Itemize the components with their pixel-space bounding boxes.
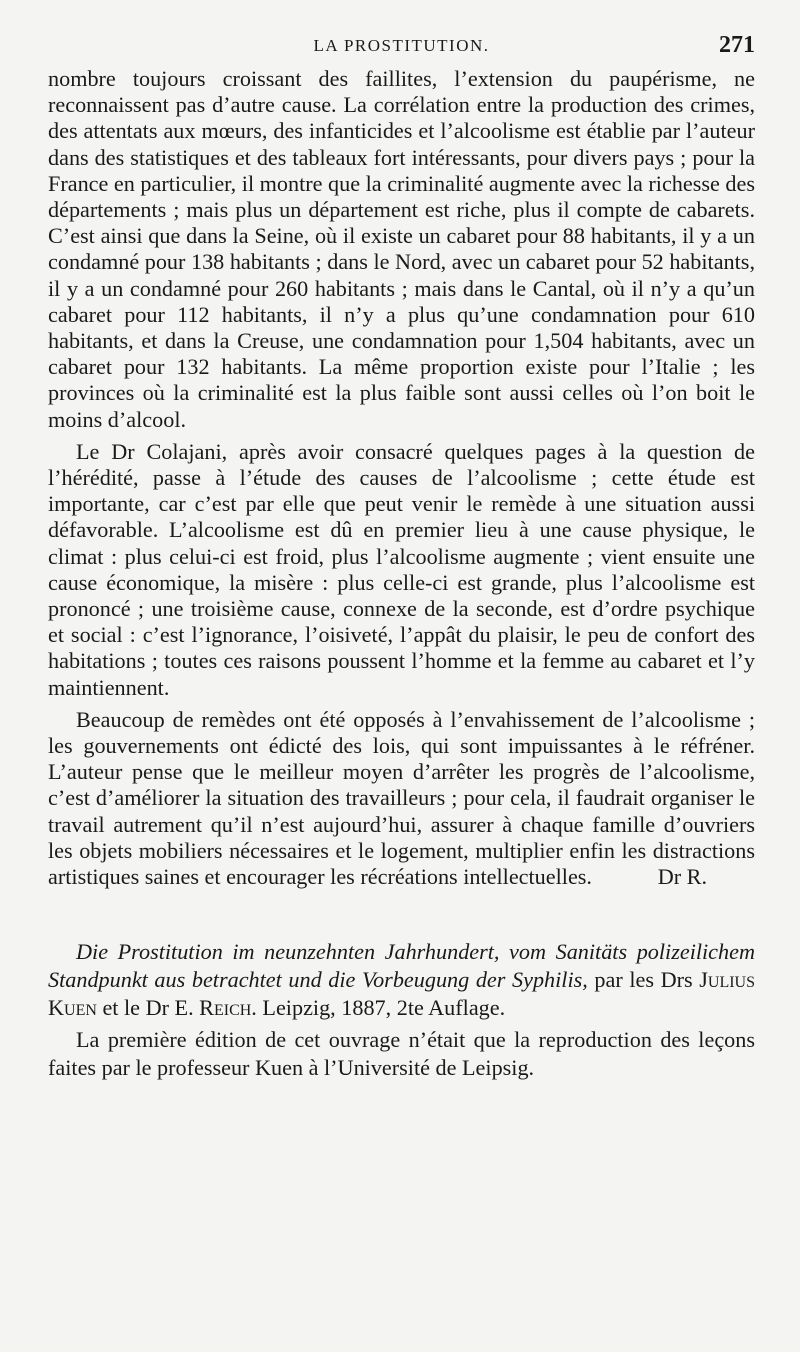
book-title: Die Prostitution im neunzehnten Jahrhundert, vom Sanitäts polizeilichem Standpunkt aus betrachtet und die Vorbeugung der Syphilis, (48, 939, 755, 993)
author-kuen: Julius Kuen (48, 967, 756, 1021)
authors-connector: et le Dr (102, 995, 169, 1021)
body-text (48, 66, 755, 890)
paragraph-remedies: Beaucoup de remèdes ont été opposés à l’envahissement de l’alcoolisme ; les gouvernements ont édicté des lois, qui sont impuissantes à le réfréner. L’auteur pense que le meilleur moyen d’arrêter les progrès de l’alcoolisme, c’est d’améliorer la situation des travailleurs ; pour cela, il faudrait organiser le travail autrement qu’il n’est aujourd’hui, assurer à chaque famille d’ouvriers les objets mobiliers nécessaires et le logement, multiplier enfin les distractions artistiques saines et encourager les récréations intellectuelles. (48, 706, 755, 890)
running-title: LA PROSTITUTION. (313, 36, 490, 55)
author-reich: E. Reich. (174, 995, 257, 1021)
paragraph-continuation: nombre toujours croissant des faillites, l’extension du paupérisme, ne reconnaissent pas d’autre cause. La corrélation entre la production des crimes, des attentats aux mœurs, des infanticides et l’alcoolisme est établie par l’auteur dans des statistiques et des tableaux fort intéressants, pour divers pays ; pour la France en particulier, il montre que la criminalité augmente avec la richesse des départements ; mais plus un département est riche, plus il compte de cabarets. C’est ainsi que dans la Seine, où il existe un cabaret pour 88 habitants, il y a un condamné pour 138 habitants ; dans le Nord, avec un cabaret pour 52 habitants, il y a un condamné pour 260 habitants ; mais dans le Cantal, où il n’y a qu’un cabaret pour 112 habitants, il n’y a plus qu’une condamnation pour 610 habitants, et dans la Creuse, une condamnation pour 1,504 habitants, avec un cabaret pour 132 habitants. La même proportion existe pour l’Italie ; les provinces où la criminalité est la plus faible sont aussi celles où l’on boit le moins d’alcool. (48, 66, 755, 432)
document-page (48, 32, 756, 1082)
bibliographic-entry (48, 938, 755, 1022)
section-gap (48, 890, 755, 938)
running-header (48, 32, 755, 66)
paragraph-colajani-causes: Le Dr Colajani, après avoir consacré quelques pages à la question de l’hérédité, passe à l’étude des causes de l’alcoolisme ; cette étude est importante, car c’est par elle que peut venir le remède à une situation aussi défavorable. L’alcoolisme est dû en premier lieu à une cause physique, le climat : plus celui-ci est froid, plus l’alcoolisme augmente ; vient ensuite une cause économique, la misère : plus celle-ci est grande, plus l’alcoolisme est prononcé ; une troisième cause, connexe de la seconde, est d’ordre psychique et social : c’est l’ignorance, l’oisiveté, l’appât du plaisir, le peu de confort des habitations ; toutes ces raisons poussent l’homme et la femme au cabaret et l’y maintiennent. (48, 438, 755, 700)
review-signature: Dr R. (657, 864, 707, 890)
authors-prefix: par les Drs (594, 967, 693, 993)
page-number: 271 (719, 32, 755, 58)
publication-info: Leipzig, 1887, 2te Auflage. (262, 995, 506, 1021)
paragraph-first-edition: La première édition de cet ouvrage n’était que la reproduction des leçons faites par le professeur Kuen à l’Université de Leipsig. (48, 1027, 755, 1081)
